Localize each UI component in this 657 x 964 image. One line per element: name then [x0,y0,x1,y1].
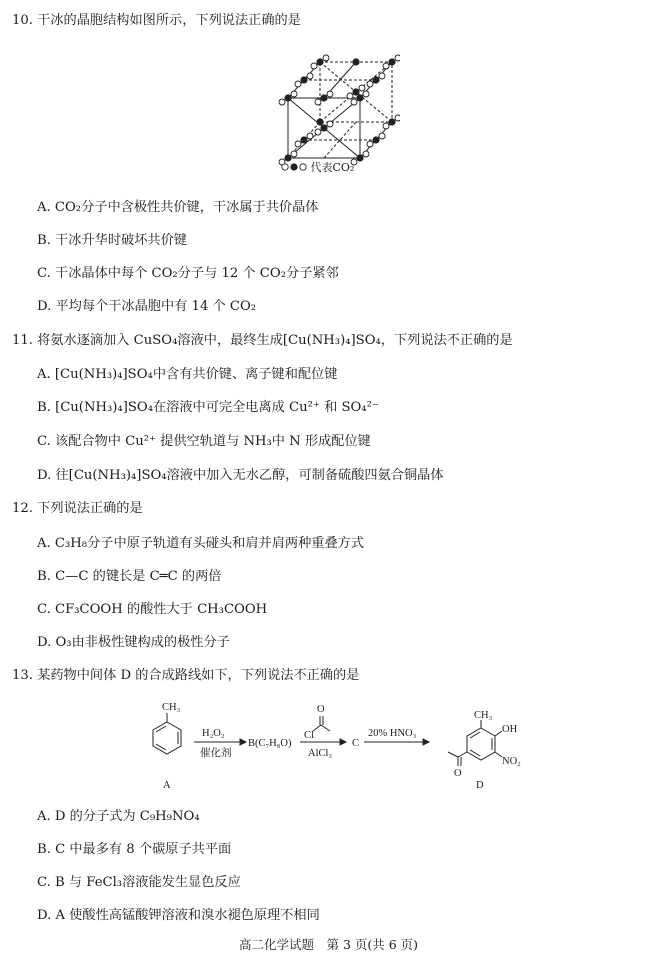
q13-stem: 13. 某药物中间体 D 的合成路线如下，下列说法不正确的是 [12,668,360,683]
q13-synthesis-scheme [140,700,540,800]
q13-d-ch3: CH₃ [474,710,493,721]
q12-option-a: A. C₃H₈分子中原子轨道有头碰头和肩并肩两种重叠方式 [37,536,365,551]
q10-legend [281,162,354,173]
q13-acyl-oxygen: O [317,704,325,715]
q12-option-d: D. O₃由非极性键构成的极性分子 [37,635,230,650]
q13-label-d: D [476,780,484,791]
co2-molecule-icon [281,162,307,172]
q10-legend-text: 代表CO₂ [310,161,355,174]
q13-compound-c: C [352,738,360,749]
q12-stem: 12. 下列说法正确的是 [12,501,143,516]
q13-d-oxygen: O [454,768,462,779]
q11-option-b: B. [Cu(NH₃)₄]SO₄在溶液中可完全电离成 Cu²⁺ 和 SO₄²⁻ [37,400,379,415]
q12-option-c: C. CF₃COOH 的酸性大于 CH₃COOH [37,602,268,617]
q13-compound-b: B(C₇H₈O) [248,738,292,749]
q11-option-a: A. [Cu(NH₃)₄]SO₄中含有共价键、离子键和配位键 [37,367,338,382]
q13-option-c: C. B 与 FeCl₃溶液能发生显色反应 [37,875,241,890]
q10-option-b: B. 干冰升华时破坏共价键 [37,233,187,248]
q10-option-a: A. CO₂分子中含极性共价键，干冰属于共价晶体 [37,200,319,215]
q13-option-d: D. A 使酸性高锰酸钾溶液和溴水褪色原理不相同 [37,908,320,923]
q13-label-a: A [163,780,171,791]
q13-reagent2-bottom: AlCl₃ [308,748,333,759]
q11-option-d: D. 往[Cu(NH₃)₄]SO₄溶液中加入无水乙醇，可制备硫酸四氨合铜晶体 [37,468,444,483]
q11-option-c: C. 该配合物中 Cu²⁺ 提供空轨道与 NH₃中 N 形成配位键 [37,434,371,449]
q13-reagent3-top: 20% HNO₃ [368,728,417,739]
q13-acyl-chlorine: Cl [304,730,314,741]
dry-ice-unit-cell-diagram [270,48,400,178]
q13-option-b: B. C 中最多有 8 个碳原子共平面 [37,842,232,857]
q11-stem: 11. 将氨水逐滴加入 CuSO₄溶液中，最终生成[Cu(NH₃)₄]SO₄，下列说法不正确的是 [12,333,513,348]
q13-ch3-label: CH₃ [162,702,181,713]
q13-option-a: A. D 的分子式为 C₉H₉NO₄ [37,809,200,824]
q10-option-c: C. 干冰晶体中每个 CO₂分子与 12 个 CO₂分子紧邻 [37,266,339,281]
q13-d-no2: NO₂ [502,756,521,767]
page-footer: 高二化学试题 第 3 页(共 6 页) [238,937,419,952]
q12-option-b: B. C—C 的键长是 C═C 的两倍 [37,569,222,584]
q13-reagent1-top: H₂O₂ [202,728,225,739]
q13-d-oh: OH [502,724,518,735]
q10-stem: 10. 干冰的晶胞结构如图所示，下列说法正确的是 [12,13,301,28]
q10-option-d: D. 平均每个干冰晶胞中有 14 个 CO₂ [37,299,257,314]
q13-reagent1-bottom: 催化剂 [200,748,232,759]
